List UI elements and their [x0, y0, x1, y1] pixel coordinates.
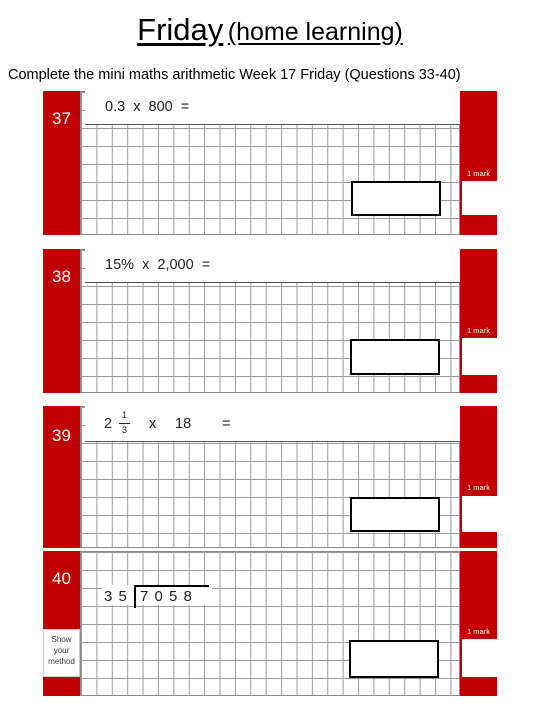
mark-label: 1 mark: [467, 326, 490, 335]
question-number: 39: [52, 426, 71, 445]
answer-box[interactable]: [350, 497, 440, 532]
mark-box: [462, 338, 497, 375]
answer-box[interactable]: [350, 339, 440, 375]
title-day: Friday: [137, 12, 224, 47]
instructions: Complete the mini maths arithmetic Week 17 Friday (Questions 33-40): [8, 67, 461, 83]
title-subtitle: (home learning): [227, 18, 403, 46]
question-number: 40: [52, 569, 71, 588]
question-text-area: [85, 249, 460, 283]
mark-column: [460, 249, 497, 393]
mark-column: [460, 406, 497, 548]
fraction-numerator: 1: [122, 410, 128, 420]
question-text-area: [85, 91, 460, 125]
question-37: [43, 91, 497, 235]
mark-label: 1 mark: [467, 627, 490, 636]
question-expression: 15% x 2,000 =: [105, 257, 211, 273]
question-text-area: [85, 406, 460, 442]
fraction-bar: [119, 423, 130, 424]
factor: 18: [175, 416, 192, 432]
show-method-label: Show your method: [43, 629, 80, 677]
mark-column: [460, 91, 497, 235]
mark-column: [460, 551, 497, 696]
page-title: [0, 12, 540, 48]
question-38: [43, 249, 497, 393]
mark-box: [462, 639, 497, 677]
times-sign: x: [149, 416, 157, 432]
mark-box: [462, 181, 497, 215]
fraction-denominator: 3: [122, 425, 128, 435]
question-number: 38: [52, 267, 71, 286]
question-expression: 0.3 x 800 =: [105, 99, 190, 115]
divisor: 3 5: [104, 588, 128, 605]
dividend: 7 0 5 8: [140, 588, 193, 605]
mark-label: 1 mark: [467, 169, 490, 178]
answer-box[interactable]: [349, 640, 439, 678]
question-number: 37: [52, 109, 71, 128]
whole-number: 2: [104, 416, 113, 432]
question-39: [43, 406, 497, 548]
answer-box[interactable]: [351, 181, 441, 216]
question-40: [43, 551, 497, 696]
mark-label: 1 mark: [467, 483, 490, 492]
mark-box: [462, 496, 497, 532]
equals-sign: =: [222, 416, 231, 432]
